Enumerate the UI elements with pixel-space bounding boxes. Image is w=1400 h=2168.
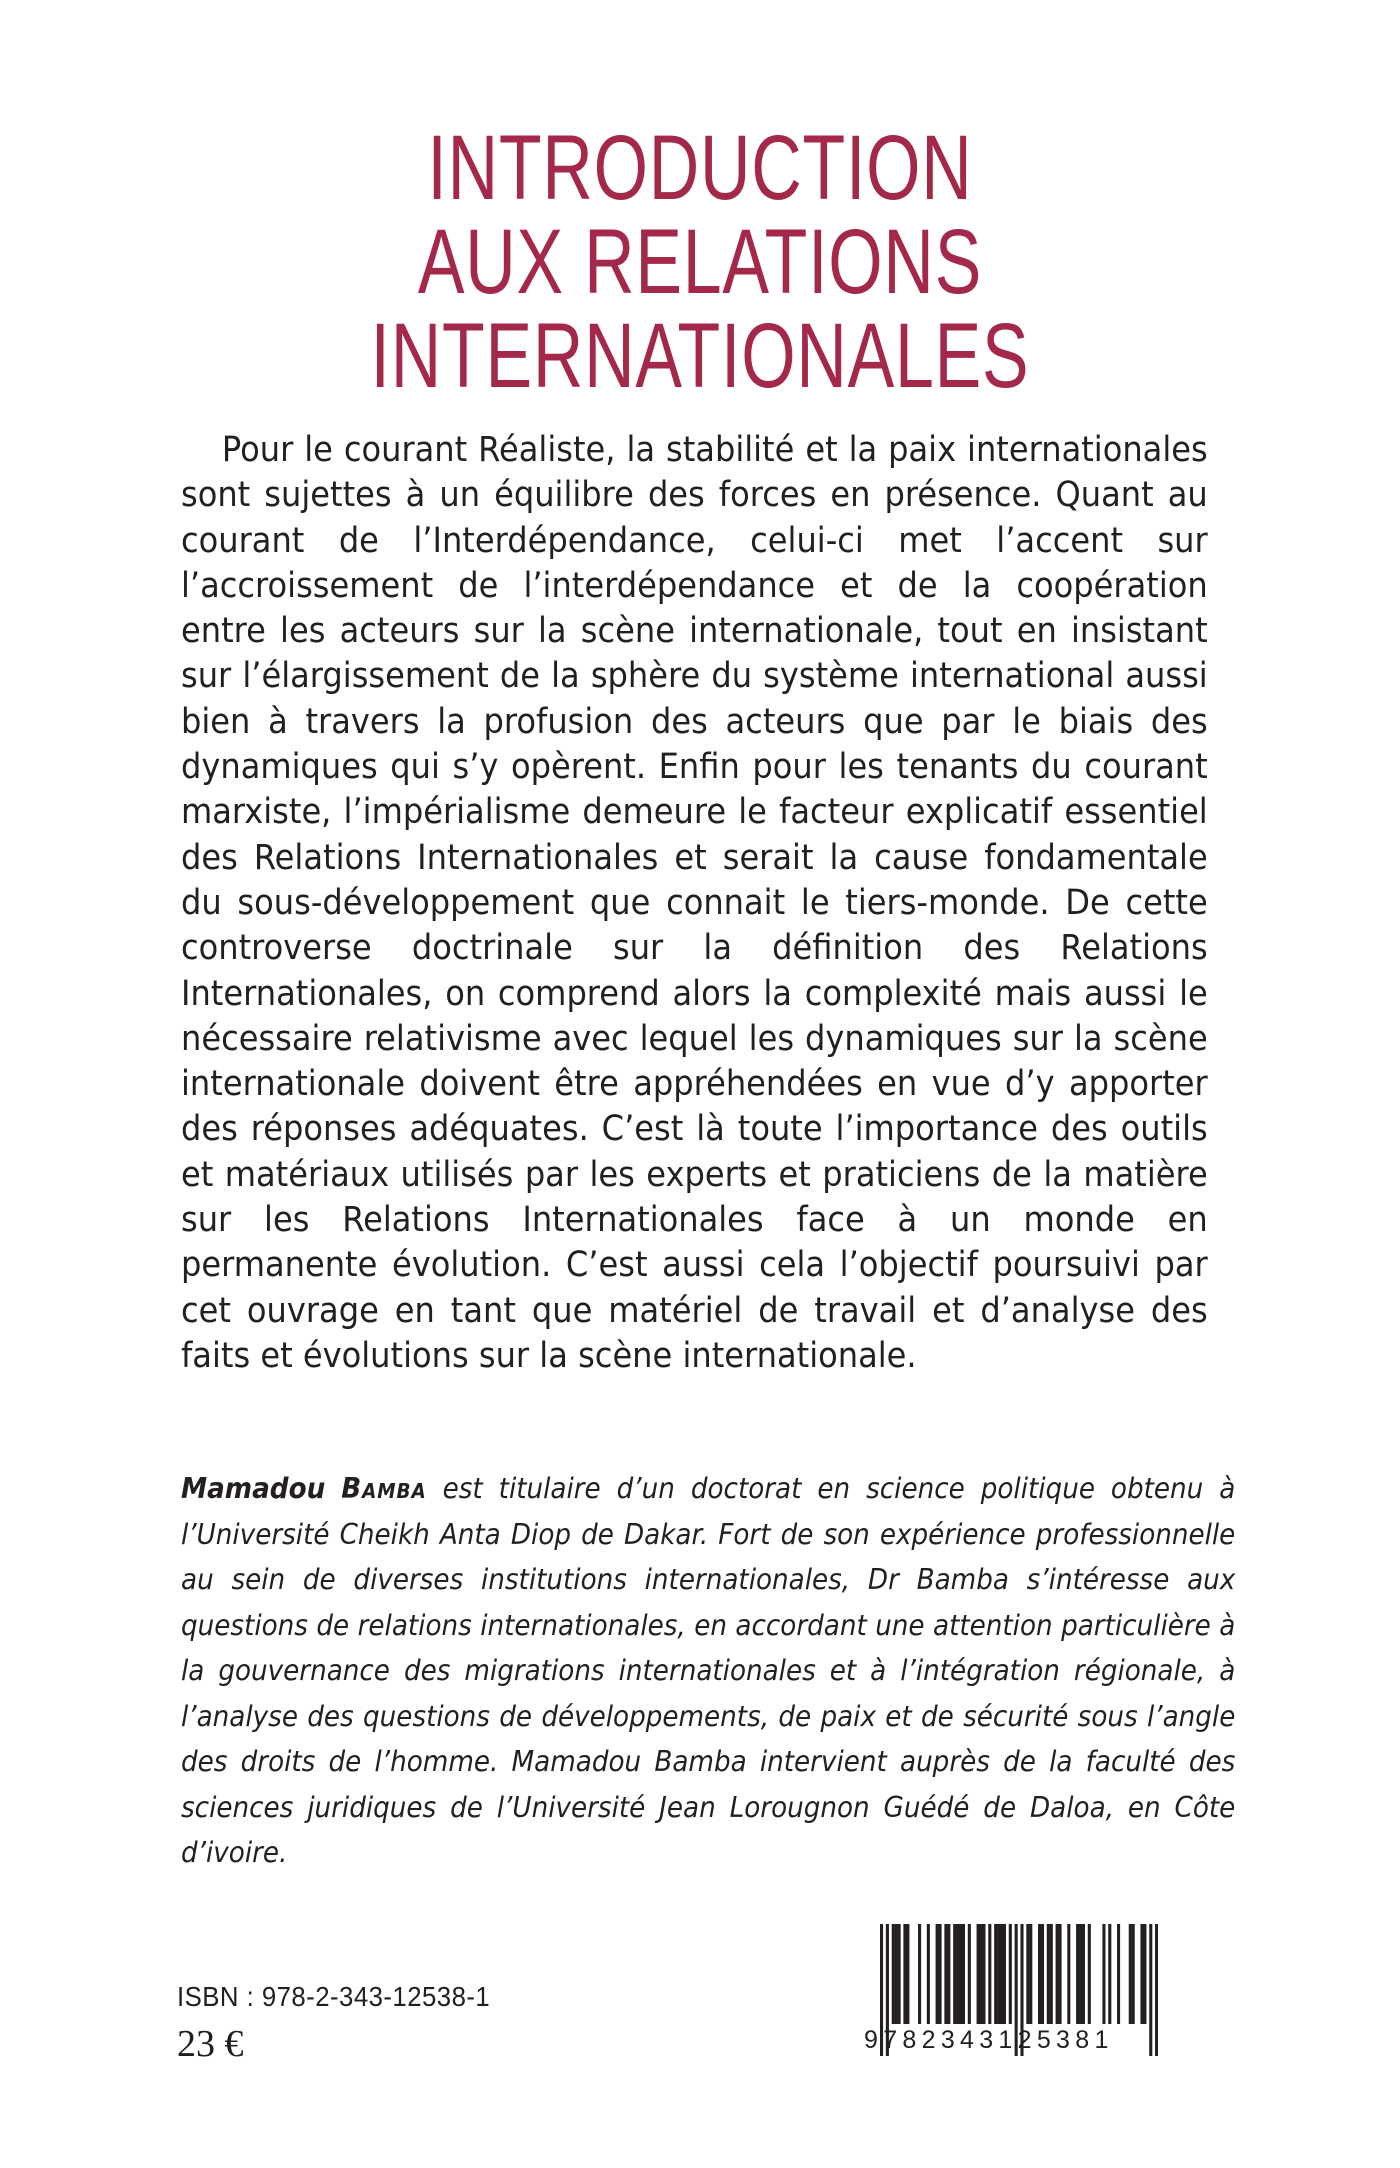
author-bio-text: est titulaire d’un doctorat en science politique obtenu à l’Université Cheikh Anta Diop de Dakar. Fort de son expérience professionnelle au sein de diverses institutions internationales, Dr Bamba s’intéresse aux questions de relations internationales, en accordant une attention particulière à la gouvernance des migrations internationales et à l’intégration régionale, à l’analyse des questions de développements, de paix et de sécurité sous l’angle des droits de l’homme. Mamadou Bamba intervient auprès de la faculté des sciences juridiques de l’Université Jean Lorougnon Guédé de Daloa, en Côte d’ivoire. [181, 1472, 1236, 1869]
barcode-bar [892, 1924, 895, 2024]
barcode-bar [962, 1924, 965, 2024]
barcode-bar [953, 1924, 956, 2024]
barcode-bar [1029, 1924, 1032, 2024]
book-summary [181, 428, 1208, 1379]
barcode-bar [1088, 1924, 1091, 2024]
author-bio-paragraph [181, 1466, 1235, 1876]
book-title [168, 117, 1232, 408]
barcode-bar [1038, 1924, 1041, 2024]
barcode-bar [1056, 1924, 1059, 2024]
barcode-bar [959, 1924, 962, 2024]
price: 23 € [177, 2023, 244, 2065]
barcode-bar [1129, 1924, 1132, 2024]
barcode-bar [906, 1924, 909, 2024]
barcode-bar [1140, 1924, 1143, 2024]
barcode-bar [1003, 1924, 1006, 2024]
barcode-bar [898, 1924, 901, 2024]
barcode-bar [979, 1924, 982, 2024]
barcode-bar [1082, 1924, 1085, 2024]
barcode-bar [944, 1924, 947, 2024]
isbn: ISBN : 978-2-343-12538-1 [177, 1981, 491, 2012]
barcode-bar [903, 1924, 906, 2024]
barcode-bar [895, 1924, 898, 2024]
barcode-bar [1117, 1924, 1120, 2024]
barcode-bar [939, 1924, 942, 2024]
barcode-digits: 9782343125381 [864, 2026, 1114, 2054]
barcode-bar [1009, 1924, 1012, 2024]
barcode-bar [994, 1924, 997, 2024]
author-first-name: Mamadou [181, 1472, 326, 1505]
barcode-bar [927, 1924, 930, 2024]
barcode-bar [1026, 1924, 1029, 2024]
barcode-bar [1132, 1924, 1135, 2024]
barcode-bar [1102, 1924, 1105, 2024]
title-line-1: INTRODUCTION [427, 117, 973, 220]
barcode-bar [918, 1924, 921, 2024]
barcode-bar [1076, 1924, 1079, 2024]
author-last-name: Bamba [341, 1472, 427, 1505]
barcode-bar [956, 1924, 959, 2024]
barcode-bar [1067, 1924, 1070, 2024]
title-line-2: AUX RELATIONS [417, 211, 983, 314]
barcode-bar [936, 1924, 939, 2024]
barcode-bar [1050, 1924, 1053, 2024]
barcode-bar [997, 1924, 1000, 2024]
barcode-bar [947, 1924, 950, 2024]
barcode-bar [1143, 1924, 1146, 2024]
barcode-bar [1000, 1924, 1003, 2024]
barcode-bar [977, 1924, 980, 2024]
barcode-bar [1041, 1924, 1044, 2024]
barcode-bar [988, 1924, 991, 2024]
summary-paragraph: Pour le courant Réaliste, la stabilité et la paix internationales sont sujettes à un équilibre des forces en présence. Quant au courant de l’Interdépendance, celui-ci met l’accent sur l’accroissement de l’interdépendance et de la coopération entre les acteurs sur la scène internationale, tout en insistant sur l’élargissement de la sphère du système international aussi bien à travers la profusion des acteurs que par le biais des dynamiques qui s’y opèrent. Enfin pour les tenants du courant marxiste, l’impérialisme demeure le facteur explicatif essentiel des Relations Internationales et serait la cause fondamentale du sous-développement que connait le tiers-monde. De cette controverse doctrinale sur la définition des Relations Internationales, on comprend alors la complexité mais aussi le nécessaire relativisme avec lequel les dynamiques sur la scène internationale doivent être appréhendées en vue d’y apporter des réponses adéquates. C’est là toute l’importance des outils et matériaux utilisés par les experts et praticiens de la matière sur les Relations Internationales face à un monde en permanente évolution. C’est aussi cela l’objectif poursuivi par cet ouvrage en tant que matériel de travail et d’analyse des faits et évolutions sur la scène internationale. [181, 430, 1208, 1376]
barcode-bar [1059, 1924, 1062, 2024]
barcode-bar [1047, 1924, 1050, 2024]
title-line-3: INTERNATIONALES [370, 305, 1030, 408]
barcode-bar [968, 1924, 971, 2024]
barcode-bar [982, 1924, 985, 2024]
barcode-bar [1108, 1924, 1111, 2024]
barcode-bar [1079, 1924, 1082, 2024]
author-bio [181, 1466, 1235, 1876]
